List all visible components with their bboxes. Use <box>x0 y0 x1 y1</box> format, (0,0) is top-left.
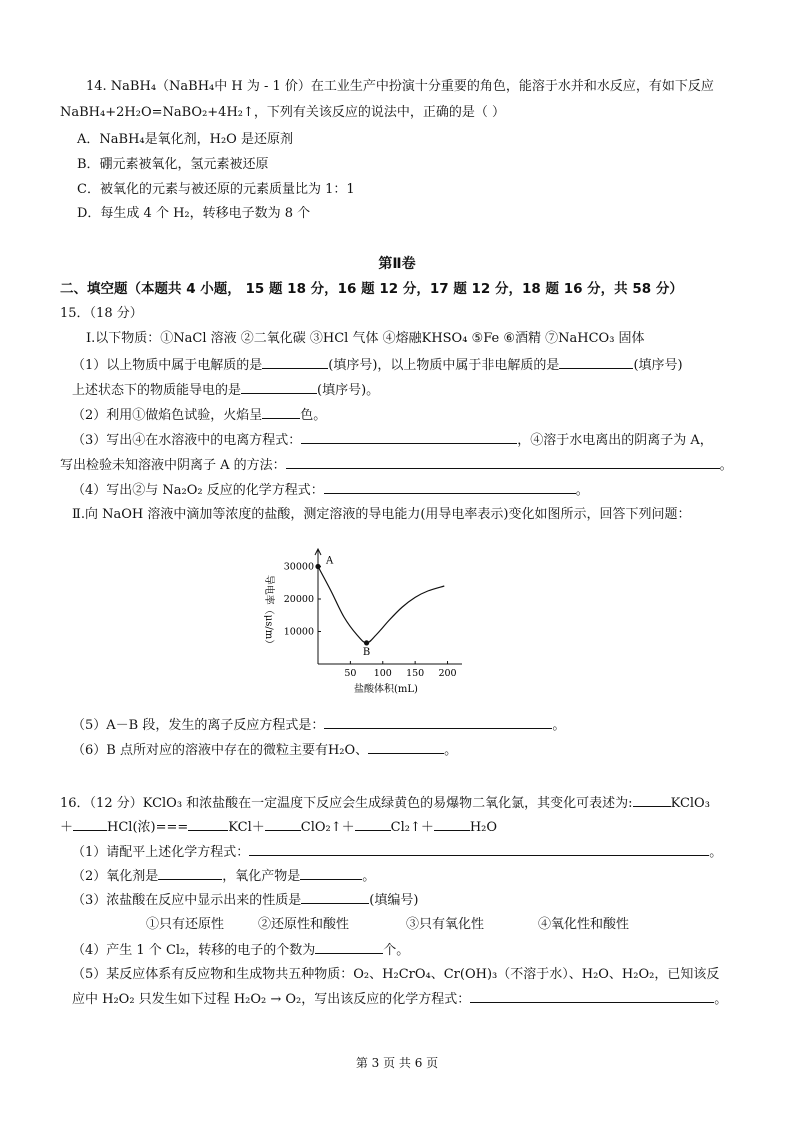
answer-blank[interactable] <box>300 867 362 880</box>
q16-choice-1: ①只有还原性 <box>146 917 225 932</box>
answer-blank[interactable] <box>158 867 222 880</box>
answer-blank[interactable] <box>368 741 444 754</box>
q15-sub1-line2: 上述状态下的物质能导电的是 (填序号)。 <box>72 383 380 398</box>
answer-blank[interactable] <box>559 356 633 369</box>
q14-stem-line1: 14. NaBH₄（NaBH₄中 H 为 - 1 价）在工业生产中扮演十分重要的角色，能溶于水并和水反应，有如下反应 <box>86 79 714 94</box>
series-line-导电率 <box>318 567 444 643</box>
q16-choice-4: ④氧化性和酸性 <box>538 917 630 932</box>
point-label-A: A <box>326 555 334 567</box>
q14-option-d: D．每生成 4 个 H₂，转移电子数为 8 个 <box>77 206 311 221</box>
q16-sub5-line2: 应中 H₂O₂ 只发生如下过程 H₂O₂ → O₂，写出该反应的化学方程式： 。 <box>72 992 728 1007</box>
answer-blank[interactable] <box>73 818 107 831</box>
q16-sub3: （3）浓盐酸在反应中显示出来的性质是 (填编号) <box>72 893 419 908</box>
q16-sub2: （2）氧化剂是 ，氧化产物是 。 <box>72 869 376 884</box>
y-tick-label: 30000 <box>283 561 314 573</box>
x-tick-label: 100 <box>373 668 392 679</box>
q16-sub4: （4）产生 1 个 Cl₂，转移的电子的个数为 个。 <box>72 943 410 958</box>
q15-sub3-line1: （3）写出④在水溶液中的电离方程式： ，④溶于水电离出的阴离子为 A， <box>72 433 713 448</box>
answer-blank[interactable] <box>241 381 317 394</box>
y-tick-label: 20000 <box>283 594 314 605</box>
q15-part2-intro: Ⅱ.向 NaOH 溶液中滴加等浓度的盐酸，测定溶液的导电能力(用导电率表示)变化如图所示，回答下列问题： <box>72 507 691 522</box>
section-header: 二、填空题（本题共 4 小题， 15 题 18 分，16 题 12 分，17 题 12 分，18 题 16 分，共 58 分） <box>60 281 683 297</box>
x-tick-label: 50 <box>344 668 357 679</box>
answer-blank[interactable] <box>188 818 228 831</box>
answer-blank[interactable] <box>470 990 714 1003</box>
x-tick-label: 150 <box>406 668 425 679</box>
answer-blank[interactable] <box>265 818 301 831</box>
answer-blank[interactable] <box>315 941 383 954</box>
q14-option-a: A．NaBH₄是氧化剂，H₂O 是还原剂 <box>77 132 293 147</box>
q15-sub2: （2）利用①做焰色试验，火焰呈 色。 <box>72 408 327 423</box>
q15-head: 15．（18 分） <box>60 306 143 321</box>
q16-sub1: （1）请配平上述化学方程式： 。 <box>72 845 723 860</box>
section-title: 第Ⅱ卷 <box>378 256 416 272</box>
q16-choice-2: ②还原性和酸性 <box>258 917 350 932</box>
q15-sub1-line1: （1）以上物质中属于电解质的是 (填序号)，以上物质中属于非电解质的是 (填序号) <box>72 358 683 373</box>
q16-head-line2: ＋ HCl(浓)=== KCl＋ ClO₂↑＋ Cl₂↑＋ H₂O <box>60 820 498 835</box>
answer-blank[interactable] <box>434 818 470 831</box>
q14-option-b: B．硼元素被氧化，氢元素被还原 <box>77 157 269 172</box>
q15-sub6: （6）B 点所对应的溶液中存在的微粒主要有H₂O、 。 <box>72 743 458 758</box>
conductivity-chart <box>252 546 472 696</box>
point-B <box>364 640 369 645</box>
point-A <box>315 564 320 569</box>
q16-choice-3: ③只有氧化性 <box>406 917 485 932</box>
q15-sub4: （4）写出②与 Na₂O₂ 反应的化学方程式： 。 <box>72 483 589 498</box>
answer-blank[interactable] <box>324 481 576 494</box>
y-tick-label: 10000 <box>283 626 314 638</box>
answer-blank[interactable] <box>633 794 671 807</box>
page-footer: 第 3 页 共 6 页 <box>355 1056 439 1070</box>
answer-blank[interactable] <box>249 843 709 856</box>
q16-head-line1: 16．（12 分）KClO₃ 和浓盐酸在一定温度下反应会生成绿黄色的易爆物二氧化氯，其变化可表述为: KClO₃ <box>60 796 710 811</box>
q16-sub5-line1: （5）某反应体系有反应物和生成物共五种物质：O₂、H₂CrO₄、Cr(OH)₃（不溶于水）、H₂O、H₂O₂，已知该反 <box>72 967 720 982</box>
q14-stem-line2: NaBH₄+2H₂O=NaBO₂+4H₂↑，下列有关该反应的说法中，正确的是（ ） <box>60 105 506 120</box>
answer-blank[interactable] <box>324 716 552 729</box>
x-axis-label: 盐酸体积(mL) <box>354 684 418 695</box>
q15-sub5: （5）A－B 段，发生的离子反应方程式是： 。 <box>72 718 566 733</box>
point-label-B: B <box>362 646 371 658</box>
q14-option-c: C．被氧化的元素与被还原的元素质量比为 1：1 <box>77 182 355 197</box>
answer-blank[interactable] <box>301 891 369 904</box>
answer-blank[interactable] <box>286 456 720 469</box>
q15-part1-intro: Ⅰ.以下物质：①NaCl 溶液 ②二氧化碳 ③HCl 气体 ④熔融KHSO₄ ⑤Fe ⑥酒精 ⑦NaHCO₃ 固体 <box>86 331 645 346</box>
answer-blank[interactable] <box>301 431 517 444</box>
answer-blank[interactable] <box>355 818 391 831</box>
y-axis-label: 导电率（μs/m） <box>263 574 274 650</box>
q15-sub3-line2: 写出检验未知溶液中阴离子 A 的方法： 。 <box>60 458 733 473</box>
answer-blank[interactable] <box>262 356 328 369</box>
x-tick-label: 200 <box>438 668 457 679</box>
answer-blank[interactable] <box>262 406 300 419</box>
